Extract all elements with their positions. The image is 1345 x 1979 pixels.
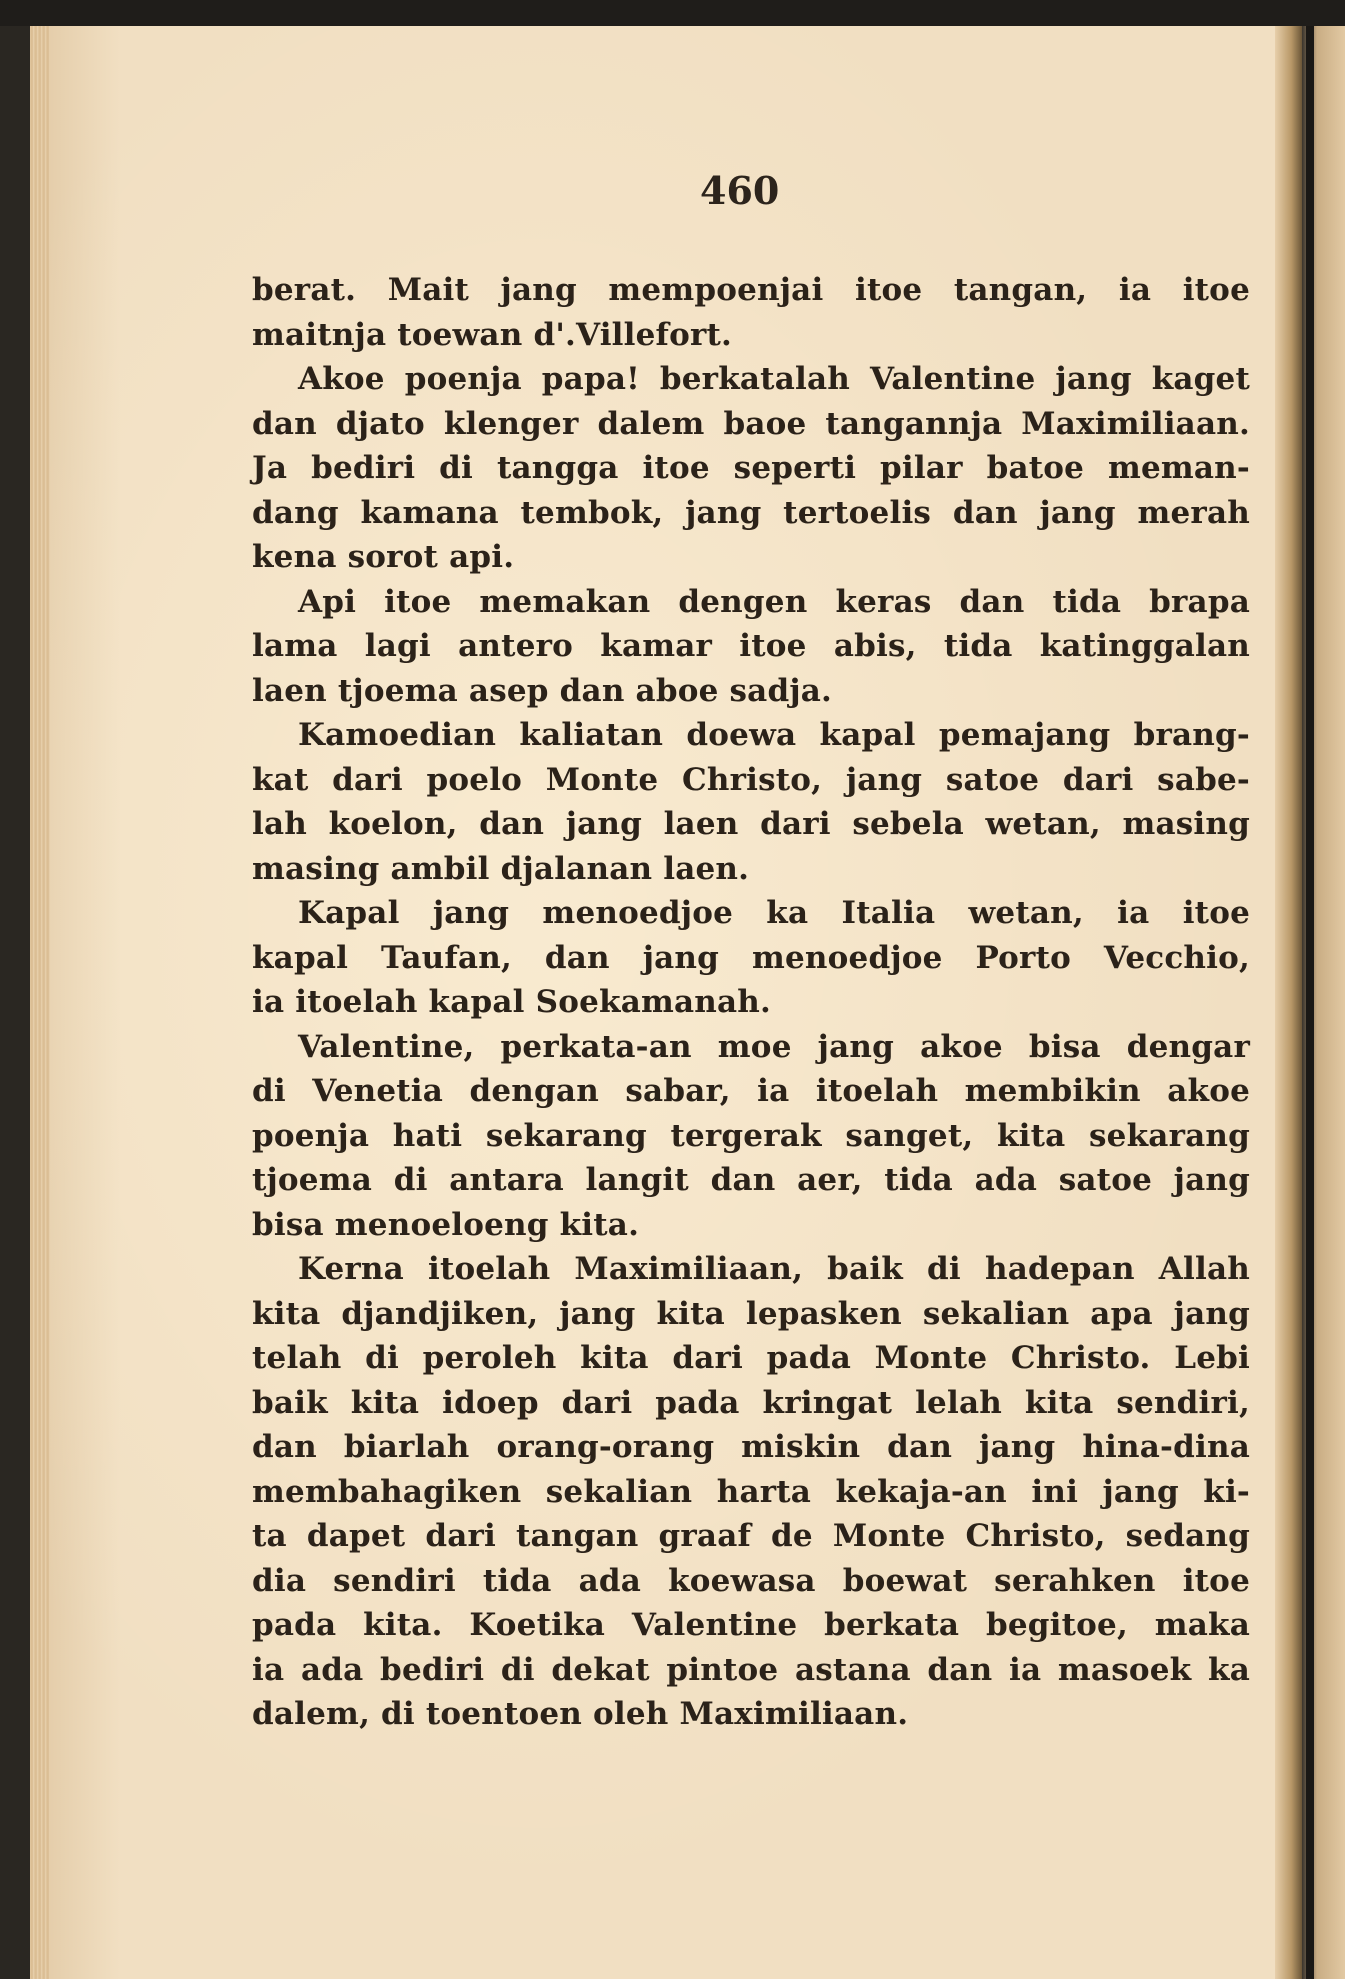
spine-shadow	[1306, 26, 1314, 1979]
text-line: Valentine, perkata-an moe jang akoe bisa dengar	[298, 1028, 1250, 1065]
page-stack-edge	[30, 26, 50, 1979]
text-line: Akoe poenja papa! berkatalah Valentine jang kaget	[298, 361, 1250, 397]
text-line: di Venetia dengan sabar, ia itoelah membikin akoe	[252, 1073, 1250, 1109]
text-line: dan biarlah orang-orang miskin dan jang hina-dina	[252, 1429, 1250, 1465]
text-line: masing ambil djalanan laen.	[252, 850, 750, 887]
text-line: lama lagi antero kamar itoe abis, tida katinggalan	[252, 628, 1250, 664]
text-line: telah di peroleh kita dari pada Monte Christo. Lebi	[252, 1340, 1250, 1376]
text-line: berat. Mait jang mempoenjai itoe tangan, ia itoe	[252, 272, 1250, 308]
text-line: Kamoedian kaliatan doewa kapal pemajang brang-	[298, 717, 1250, 753]
text-line: kapal Taufan, dan jang menoedjoe Porto Vecchio,	[252, 939, 1250, 976]
book-gutter	[1275, 26, 1302, 1979]
text-line: membahagiken sekalian harta kekaja-an ini jang ki-	[252, 1473, 1250, 1510]
text-line: baik kita idoep dari pada kringat lelah kita sendiri,	[252, 1384, 1250, 1421]
text-line: dalem, di toentoen oleh Maximiliaan.	[252, 1696, 909, 1732]
text-line: ia itoelah kapal Soekamanah.	[252, 984, 772, 1020]
text-line: Ja bediri di tangga itoe seperti pilar batoe meman-	[252, 450, 1250, 486]
text-line: bisa menoeloeng kita.	[252, 1206, 640, 1243]
text-line: kita djandjiken, jang kita lepasken sekalian apa jang	[252, 1295, 1250, 1332]
text-line: pada kita. Koetika Valentine berkata begitoe, maka	[252, 1607, 1250, 1643]
text-line: kena sorot api.	[252, 539, 515, 575]
text-line: dang kamana tembok, jang tertoelis dan jang merah	[252, 494, 1250, 531]
text-line: ta dapet dari tangan graaf de Monte Christo, sedang	[252, 1518, 1250, 1554]
body-text	[252, 268, 1250, 1737]
text-line: lah koelon, dan jang laen dari sebela wetan, masing	[252, 806, 1250, 842]
page-number: 460	[700, 168, 780, 213]
text-line: Kapal jang menoedjoe ka Italia wetan, ia itoe	[298, 895, 1250, 931]
text-line: tjoema di antara langit dan aer, tida ada satoe jang	[252, 1162, 1250, 1198]
text-line: ia ada bediri di dekat pintoe astana dan ia masoek ka	[252, 1651, 1250, 1688]
text-line: Kerna itoelah Maximiliaan, baik di hadepan Allah	[298, 1251, 1250, 1287]
scanner-top-edge	[0, 0, 1345, 26]
text-line: poenja hati sekarang tergerak sanget, kita sekarang	[252, 1117, 1250, 1154]
text-line: Api itoe memakan dengen keras dan tida brapa	[298, 583, 1250, 620]
text-line: dan djato klenger dalem baoe tangannja Maximiliaan.	[252, 405, 1250, 442]
text-line: maitnja toewan d'.Villefort.	[252, 316, 733, 353]
text-line: dia sendiri tida ada koewasa boewat serahken itoe	[252, 1562, 1250, 1599]
text-line: kat dari poelo Monte Christo, jang satoe dari sabe-	[252, 761, 1250, 798]
text-line: laen tjoema asep dan aboe sadja.	[252, 672, 833, 709]
